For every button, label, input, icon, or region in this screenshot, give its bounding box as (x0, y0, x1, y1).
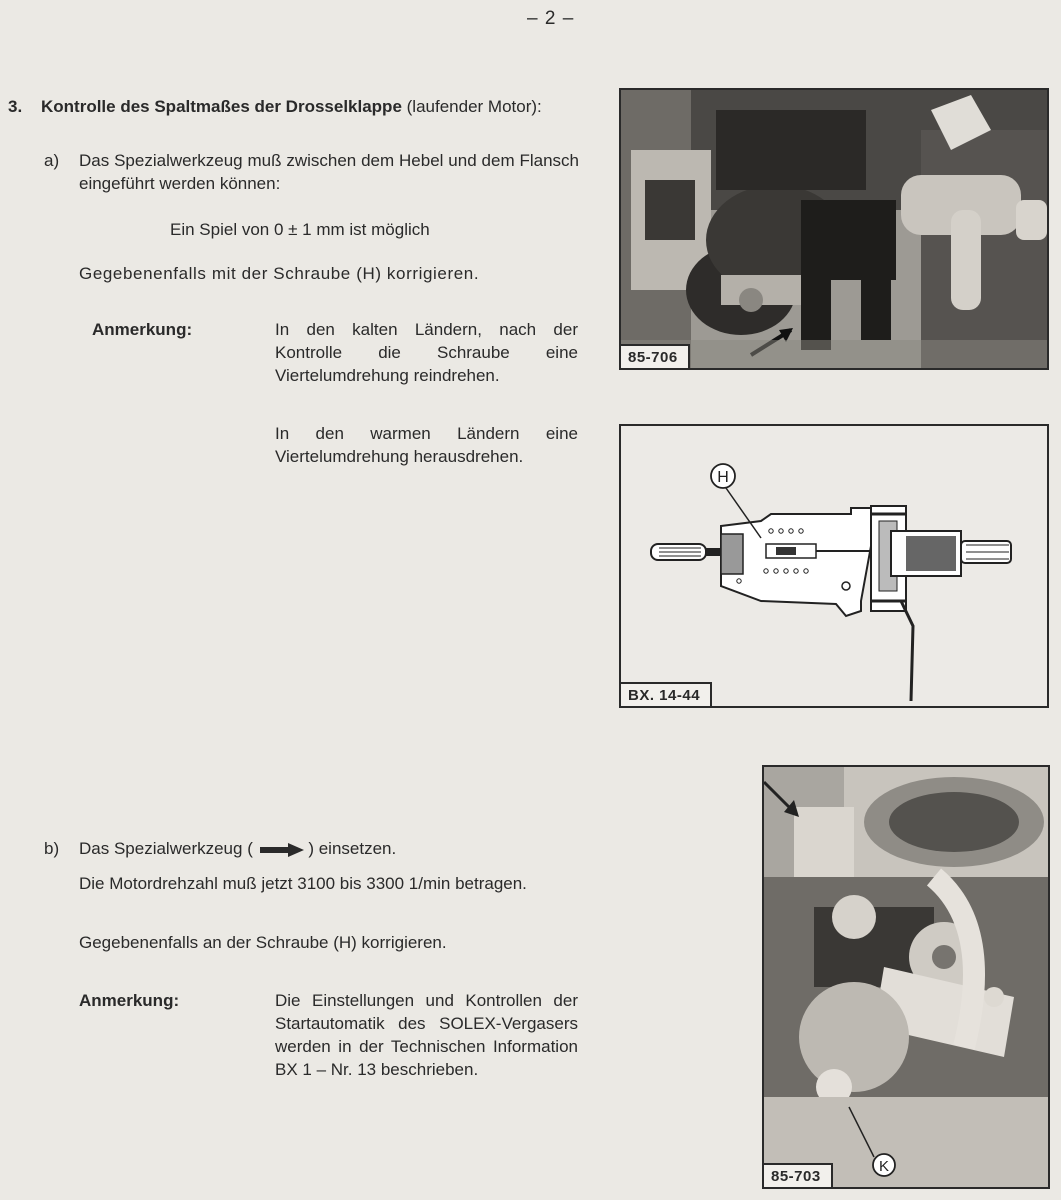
item-b-speed: Die Motordrehzahl muß jetzt 3100 bis 3300 1/min betragen. (79, 874, 527, 893)
figure-3-label: 85-703 (764, 1163, 833, 1187)
note-a-text-1: In den kalten Ländern, nach der Kontrolle die Schraube eine Viertelumdrehung reindrehen. (275, 320, 578, 385)
section-heading-rest: (laufender Motor): (401, 97, 542, 116)
figure-photo-throttle-tool (619, 88, 1049, 370)
carburetor-photo (764, 767, 1048, 1187)
figure-1-label: 85-706 (621, 344, 690, 368)
item-b-text-pre: Das Spezialwerkzeug ( (79, 839, 253, 858)
figure-photo-startautomatik (762, 765, 1050, 1189)
page-number: – 2 – (527, 8, 575, 29)
item-b-text (79, 837, 579, 860)
section-heading-bold: Kontrolle des Spaltmaßes der Drosselklappe (41, 97, 402, 116)
screw-diagram (621, 426, 1047, 706)
item-b-text-post: ) einsetzen. (308, 839, 397, 858)
arrow-icon (258, 843, 304, 857)
item-a-marker: a) (44, 151, 60, 170)
item-a-correction: Gegebenenfalls mit der Schraube (H) korrigieren. (79, 264, 480, 283)
callout-k-text: K (878, 1158, 890, 1175)
callout-h-text: H (717, 469, 729, 486)
clearance-spec: Ein Spiel von 0 ± 1 mm ist möglich (170, 220, 430, 239)
item-b-marker: b) (44, 839, 60, 858)
note-a-label: Anmerkung: (92, 320, 193, 339)
section-number: 3. (8, 97, 23, 116)
item-b-correction: Gegebenenfalls an der Schraube (H) korrigieren. (79, 933, 447, 952)
figure-diagram-screw (619, 424, 1049, 708)
note-a-text-2: In den warmen Ländern eine Viertelumdrehung herausdrehen. (275, 424, 578, 466)
item-a-text: Das Spezialwerkzeug muß zwischen dem Hebel und dem Flansch eingeführt werden können: (79, 151, 579, 193)
section-heading (41, 95, 581, 118)
throttle-photo (621, 90, 1047, 368)
figure-2-label: BX. 14-44 (621, 682, 712, 706)
note-b-label: Anmerkung: (79, 991, 180, 1010)
note-b-text: Die Einstellungen und Kontrollen der Startautomatik des SOLEX-Vergasers werden in der Technischen Information BX 1 – Nr. 13 beschrieben. (275, 991, 578, 1079)
